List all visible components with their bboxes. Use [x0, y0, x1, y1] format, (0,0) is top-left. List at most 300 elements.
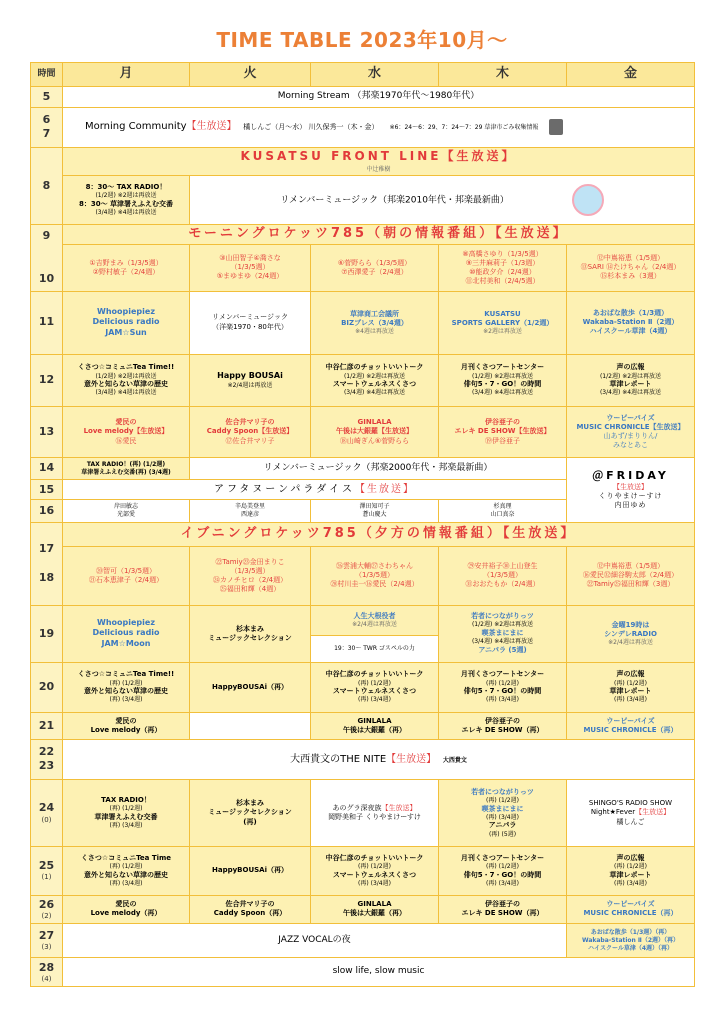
cr-3: ※2/4週は再放送: [608, 638, 653, 646]
ap-tue-hosts: [190, 500, 311, 522]
mr-thu-4: ⑪北村美和（2/4/5週）: [465, 276, 540, 285]
sports-gallery-2: SPORTS GALLERY（1/2週）: [451, 318, 554, 327]
morning-community-note: ※6：24〜6：29、7：24〜7：29 草津市ごみ収集情報: [389, 124, 539, 132]
remember-music-2010-text: リメンバーミュージック（邦楽2010年代・邦楽最新曲）: [280, 195, 509, 206]
row-20: [31, 662, 695, 713]
trl-2: (再) (1/2週): [109, 805, 143, 813]
wp-moon-2: Delicious radio: [92, 628, 160, 638]
glr-2: 午後は大銀羅（再）: [343, 725, 406, 734]
mr-tue-3: ⑤まゆまゆ（2/4週）: [216, 272, 284, 281]
cs-2: Caddy Spoon【生放送】: [206, 427, 294, 436]
lml-2: Love melody（再）: [90, 909, 162, 918]
ntr-3: スマートウェルネスくさつ: [332, 687, 417, 696]
morning-rockets-title: モーニングロケッツ785（朝の情報番組）【生放送】: [188, 225, 569, 241]
ereki-de-show: [439, 407, 567, 458]
mcr-1: ウーピーパイズ: [606, 716, 655, 725]
wkr-2: (再) (1/2週): [486, 796, 519, 804]
nt-2: (1/2週) ※2週は再放送: [343, 372, 406, 380]
glr-1: GINLALA: [357, 716, 392, 725]
lml-1: 愛民の: [115, 900, 137, 909]
ag-title: あのグラ深夜族: [332, 803, 382, 812]
koe-no-koho-late: [567, 846, 695, 895]
er-thu-3: ㉛おおたもか（2/4週）: [465, 580, 540, 589]
cr-2: シンデレRADIO: [604, 629, 657, 638]
time-9: 9: [42, 229, 51, 243]
kusatsu-police-fm: 8：30〜 草津署えふえむ交番: [78, 199, 174, 208]
nt-1: 中谷仁彦のチョットいいトーク: [325, 363, 424, 372]
kk-2: (1/2週) ※2週は再放送: [599, 372, 662, 380]
morning-rockets-mon: [63, 245, 190, 292]
time-16: 16: [31, 500, 63, 522]
time-26-label: 26: [38, 897, 55, 911]
sports-gallery: [439, 291, 567, 354]
acr-3: 俳句5・7・GO！の時間: [463, 687, 542, 696]
time-28-sub: (4): [41, 974, 52, 983]
time-21: 21: [31, 713, 63, 739]
time-8: 8: [31, 148, 63, 225]
ntl-3: スマートウェルネスくさつ: [332, 870, 417, 879]
mr-wed-1: ⑥菅野らら（1/3/5週）: [337, 258, 412, 267]
ap-mon-hosts: [63, 500, 190, 522]
er-thu-1: ㉙安井裕子㉚上山登生: [467, 562, 538, 571]
nt-3: スマートウェルネスくさつ: [332, 380, 417, 389]
gll-2: 午後は大銀羅（再）: [343, 909, 406, 918]
header-thu: 木: [439, 63, 567, 87]
mr-thu-1: ⑧高橋さゆり（1/3/5週）: [462, 249, 543, 258]
acr-2: (再) (1/2週): [486, 679, 519, 687]
header-row: [31, 63, 695, 87]
row-10: [31, 245, 695, 292]
jd-1: 人生大根役者: [353, 612, 396, 621]
nakatani-talk-late: [311, 846, 439, 895]
ctt-2: (1/2週) ※2週は再放送: [95, 372, 157, 380]
mr-thu-3: ⑩能政夕介（2/4週）: [469, 267, 536, 276]
time-19: 19: [31, 605, 63, 662]
cttl-2: (再) (1/2週): [109, 863, 143, 870]
edsr-1: 伊谷亜子の: [485, 716, 520, 725]
the-nite-live: 【生放送】: [386, 753, 437, 765]
time-6-7: [31, 107, 63, 148]
header-wed: 水: [311, 63, 439, 87]
er-wed-1: ㉖雲浦大輔㉗さわちゃん: [336, 562, 413, 571]
csl-2: Caddy Spoon（再）: [213, 909, 287, 918]
header-mon: 月: [63, 63, 190, 87]
srs-1: SHINGO'S RADIO SHOW: [588, 799, 673, 808]
kusatsu-front-line: [63, 148, 695, 176]
community-tea-time-rerun: [63, 662, 190, 713]
kkr-4: (再) (3/4週): [614, 696, 647, 704]
asl-2: Wakaba-Station Ⅱ（2週）（再）: [581, 936, 680, 944]
acr-1: 月刊くさつアートセンター: [460, 670, 545, 679]
time-12: 12: [31, 354, 63, 407]
love-melody: [63, 407, 190, 458]
ac-4: (3/4週) ※4週は再放送: [471, 389, 534, 397]
er-tue-2: （1/3/5週）: [230, 566, 270, 575]
biz-press: [311, 291, 439, 354]
time-18: 18: [38, 570, 55, 584]
wk-5: アニパラ (5週): [478, 646, 527, 655]
biz-press-3: ※4週は再放送: [355, 327, 394, 335]
ctt-3: 意外と知らない草津の歴史: [84, 380, 168, 389]
srs-live: 【生放送】: [635, 808, 671, 817]
ap-mon-2: 光部愛: [116, 511, 135, 519]
time-24: [31, 780, 63, 847]
acl-2: (再) (1/2週): [486, 863, 519, 870]
wk-4: (3/4週) ※4週は再放送: [471, 638, 534, 646]
cttr-2: (再) (1/2週): [109, 679, 143, 687]
wp-sun-1: Whoopiepiez: [97, 307, 155, 316]
hb-1: Happy BOUSAi: [217, 371, 283, 381]
ntr-4: (再) (3/4週): [358, 696, 391, 704]
evening-rockets-mon: [63, 547, 190, 606]
time-10: 10: [38, 272, 55, 286]
time-25-sub: (1): [41, 873, 52, 882]
er-wed-2: （1/3/5週）: [354, 571, 395, 580]
community-tea-time: [63, 354, 190, 407]
ap-thu-1: 杉真理: [493, 503, 512, 511]
time-14: 14: [31, 457, 63, 479]
cttr-1: くさつ☆コミュニTea Time!!: [77, 670, 175, 679]
tax-radio-rerun: [63, 457, 190, 479]
cr-1: 金曜19時は: [611, 620, 650, 629]
lmr-2: Love melody（再）: [90, 725, 162, 734]
aobana-sanpo: [567, 291, 695, 354]
whoopiepiez-sun: [63, 291, 190, 354]
cs-3: ⑰佐合井マリ子: [225, 436, 275, 445]
morning-stream: Morning Stream （邦楽1970年代〜1980年代）: [63, 87, 695, 107]
wkr-5: アニパラ: [488, 821, 517, 830]
ntr-1: 中谷仁彦のチョットいいトーク: [325, 670, 424, 679]
srs-2: [569, 808, 692, 817]
eds-1: 伊谷亜子の: [485, 418, 520, 427]
jazz-vocal: JAZZ VOCALの夜: [63, 924, 567, 958]
row-28: [31, 958, 695, 987]
time-22-23: [31, 739, 63, 780]
nt-4: (3/4週) ※4週は再放送: [343, 389, 406, 397]
afternoon-paradise-title: アフタヌーンパラダイス: [214, 484, 355, 496]
acr-4: (再) (3/4週): [486, 696, 519, 704]
wp-sun-2: Delicious radio: [92, 317, 160, 327]
wakamono: [439, 605, 567, 662]
wkr-1: 若者につながりっツ: [471, 787, 534, 796]
wk-1: 若者につながりっツ: [471, 612, 534, 621]
srs-nightfever: Night★Fever: [590, 808, 636, 817]
kk-4: (3/4週) ※4週は再放送: [599, 389, 662, 397]
er-mon-1: ⑳智可（1/3/5週）: [95, 566, 157, 575]
row-21: [31, 713, 695, 739]
mr-wed-2: ⑦西澤愛子（2/4週）: [341, 267, 408, 276]
morning-community: [63, 107, 695, 148]
row-17: [31, 522, 695, 546]
mascot-image: [572, 184, 604, 216]
ap-tue-2: 西達彦: [240, 511, 259, 519]
ntr-2: (再) (1/2週): [358, 679, 391, 687]
time-25: [31, 846, 63, 895]
wkr-6: (再) (5週): [488, 830, 517, 838]
aobana-sanpo-late: [567, 924, 695, 958]
er-tue-3: ㉔カノチヒロ（2/4週）: [212, 575, 288, 584]
er-thu-2: （1/3/5週）: [482, 571, 523, 580]
mr-fri-1: ⑫中嶌裕恵（1/5週）: [596, 254, 665, 263]
time-27-label: 27: [38, 929, 55, 943]
eds-2: エレキ DE SHOW【生放送】: [454, 427, 551, 436]
wk-2: (1/2週) ※2週は再放送: [471, 621, 534, 629]
time-26-sub: (2): [41, 911, 52, 920]
at-friday: [567, 457, 695, 522]
acl-3: 俳句5・7・GO！の時間: [463, 870, 542, 879]
er-fri-3: ㉒Tamiy㉕福田和輝（3週）: [586, 580, 675, 589]
mcl-2: MUSIC CHRONICLE（再）: [583, 909, 678, 918]
msr-3: (再): [243, 817, 257, 826]
anogura-shinyazoku: [311, 780, 439, 847]
cttl-4: (再) (3/4週): [109, 879, 143, 887]
rm-western-2: （洋楽1970・80年代）: [212, 322, 288, 331]
kkl-3: 草津レポート: [609, 870, 652, 879]
rm-western-1: リメンバーミュージック: [211, 313, 289, 322]
morning-rockets: [63, 224, 695, 244]
wp-sun-3: JAM☆Sun: [105, 327, 147, 337]
the-nite: [63, 739, 695, 780]
ctt-4: (3/4週) ※4週は再放送: [95, 389, 157, 397]
kk-1: 声の広報: [616, 363, 645, 372]
art-center: [439, 354, 567, 407]
mc-1: ウーピーパイズ: [606, 413, 655, 422]
aobana-3: ハイスクール草津（4週）: [589, 327, 672, 336]
love-melody-rerun: [63, 713, 190, 739]
ac-2: (1/2週) ※2週は再放送: [471, 372, 534, 380]
row-8b: [31, 176, 695, 225]
header-fri: 金: [567, 63, 695, 87]
trl-4: (再) (3/4週): [109, 822, 143, 830]
row-13: [31, 407, 695, 458]
tax-radio-note: (1/2週) ※2週は再放送: [95, 192, 157, 200]
mr-fri-2: ⑬SARI ⑭たけちゃん（2/4週）: [580, 263, 681, 272]
er-wed-3: ㉘村川圭一⑯愛民（2/4週）: [330, 580, 419, 589]
ginlala-late: [311, 895, 439, 923]
ctt-1: くさつ☆コミュニTea Time!!: [77, 363, 175, 372]
lm-2: Love melody【生放送】: [83, 427, 169, 436]
time-6: 6: [42, 113, 51, 127]
nakatani-talk: [311, 354, 439, 407]
edsr-2: エレキ DE SHOW（再）: [461, 725, 544, 734]
tue-21-empty: [190, 713, 311, 739]
happy-bousai: [190, 354, 311, 407]
cs-1: 佐合井マリ子の: [225, 418, 275, 427]
evening-rockets-title: イブニングロケッツ785（夕方の情報番組）【生放送】: [180, 525, 577, 541]
ap-wed-1: 澤田知可子: [359, 503, 390, 511]
mcl-1: ウーピーパイズ: [606, 900, 655, 909]
row-5: [31, 87, 695, 107]
tr-rerun-1: TAX RADIO！(再) (1/2週): [86, 460, 166, 468]
happy-bousai-late: HappyBOUSAi（再）: [190, 846, 311, 895]
aobana-1: あおばな散歩（1/3週）: [592, 308, 669, 317]
ac-3: 俳句5・7・GO！の時間: [463, 380, 542, 389]
koe-no-koho-rerun: [567, 662, 695, 713]
evening-rockets: [63, 522, 695, 546]
kkr-1: 声の広報: [616, 670, 645, 679]
jinsei-daikon: [311, 605, 439, 635]
time-23: 23: [38, 759, 55, 773]
mr-tue-2: （1/3/5週）: [230, 263, 270, 272]
ag-hosts: 岡野美和子 くりやまけーすけ: [328, 813, 421, 822]
ntl-1: 中谷仁彦のチョットいいトーク: [325, 853, 424, 862]
biz-press-1: 草津商工会議所: [350, 309, 399, 318]
row-12: [31, 354, 695, 407]
csl-1: 佐合井マリ子の: [225, 900, 275, 909]
gl-2: 午後は大銀羅【生放送】: [336, 427, 413, 436]
mc-2: MUSIC CHRONICLE【生放送】: [576, 422, 685, 431]
evening-rockets-thu: [439, 547, 567, 606]
row-27: [31, 924, 695, 958]
row-14: [31, 457, 695, 479]
er-mon-2: ㉑石本恵津子（2/4週）: [88, 575, 164, 584]
row-25: [31, 846, 695, 895]
ap-tue-1: 辛島美登里: [234, 503, 265, 511]
at-friday-title: ＠FRIDAY: [592, 469, 669, 482]
page-title: TIME TABLE 2023年10月〜: [216, 28, 508, 52]
tax-radio: 8：30〜 TAX RADIO！: [85, 183, 167, 192]
at-friday-host-2: 内田ゆめ: [614, 501, 647, 510]
biz-press-2: BIZプレス（3/4週）: [341, 318, 408, 327]
row-8a: [31, 148, 695, 176]
kkr-3: 草津レポート: [609, 687, 652, 696]
mon-8-cell: [63, 176, 190, 225]
row-18: [31, 547, 695, 606]
ap-thu-hosts: [439, 500, 567, 522]
sports-gallery-3: ※2週は再放送: [483, 327, 522, 335]
music-chronicle-rerun: [567, 713, 695, 739]
evening-rockets-fri: [567, 547, 695, 606]
er-fri-1: ⑫中嶌裕恵（1/5週）: [596, 562, 665, 571]
time-5: 5: [31, 87, 63, 107]
row-11: [31, 291, 695, 354]
happy-bousai-rerun: HappyBOUSAi（再）: [190, 662, 311, 713]
afternoon-paradise-live: 【生放送】: [355, 484, 415, 496]
kusatsu-police-fm-note: (3/4週) ※4週は再放送: [95, 209, 157, 217]
asl-1: あおばな散歩（1/3週）（再）: [590, 929, 671, 937]
afternoon-paradise: [63, 480, 567, 500]
trl-1: TAX RADIO！: [101, 796, 151, 805]
er-tue-1: ㉒Tamiy㉓金田まりこ: [215, 557, 285, 566]
time-25-label: 25: [38, 859, 55, 873]
row-24: [31, 780, 695, 847]
cinderella-radio: [567, 605, 695, 662]
hb-2: ※2/4週は再放送: [227, 381, 273, 389]
time-24-sub: (0): [41, 815, 52, 824]
row-22-23: [31, 739, 695, 780]
ginlala: [311, 407, 439, 458]
cttl-1: くさつ☆コミュニTea Time: [80, 853, 172, 862]
twr-gospel: 19：30〜 TWR ゴスペルの力: [311, 636, 439, 662]
koe-no-koho: [567, 354, 695, 407]
kk-3: 草津レポート: [609, 380, 652, 389]
cttr-3: 意外と知らない草津の歴史: [84, 687, 168, 696]
morning-community-hosts: 橘しんご（月〜水） 川久保秀一（木・金）: [243, 123, 379, 132]
ag-live: 【生放送】: [381, 803, 417, 812]
wp-moon-1: Whoopiepiez: [97, 618, 155, 628]
wp-moon-3: JAM☆Moon: [101, 638, 151, 648]
ac-1: 月刊くさつアートセンター: [460, 363, 545, 372]
time-28-label: 28: [38, 960, 55, 974]
remember-music-2010: [190, 176, 695, 225]
morning-rockets-fri: [567, 245, 695, 292]
lmr-1: 愛民の: [115, 716, 137, 725]
kkl-4: (再) (3/4週): [614, 879, 647, 887]
mc-4: みなとあこ: [613, 441, 648, 450]
community-tea-time-late: [63, 846, 190, 895]
ntl-4: (再) (3/4週): [358, 879, 391, 887]
mcr-2: MUSIC CHRONICLE（再）: [583, 725, 678, 734]
msr-1: 杉本まみ: [236, 799, 264, 808]
wkr-3: 喫茶まにまに: [481, 804, 524, 813]
evening-rockets-tue: [190, 547, 311, 606]
timetable: [30, 62, 695, 987]
cttl-3: 意外と知らない草津の歴史: [84, 870, 168, 879]
ap-thu-2: 山口真奈: [490, 511, 515, 519]
time-9-10: [31, 224, 63, 291]
header-tue: 火: [190, 63, 311, 87]
at-friday-host-1: くりやまけーすけ: [598, 492, 663, 501]
caddy-spoon: [190, 407, 311, 458]
sports-gallery-1: KUSATSU: [484, 309, 521, 318]
cttr-4: (再) (3/4週): [109, 696, 143, 704]
wk-3: 喫茶まにまに: [481, 629, 524, 638]
the-nite-host: 大西貴文: [442, 756, 467, 764]
ginlala-rerun: [311, 713, 439, 739]
ap-wed-2: 蒼山慶大: [362, 511, 387, 519]
kkl-2: (再) (1/2週): [614, 863, 647, 870]
love-melody-late: [63, 895, 190, 923]
caddy-spoon-late: [190, 895, 311, 923]
time-26: [31, 895, 63, 923]
aobana-2: Wakaba-Station Ⅱ（2週）: [582, 318, 679, 327]
the-nite-title: 大西貴文のTHE NITE: [290, 753, 387, 765]
wkr-4: (再) (3/4週): [486, 813, 519, 821]
eds-3: ⑲伊谷亜子: [485, 436, 520, 445]
ms-2: ミュージックセレクション: [208, 633, 292, 642]
trl-3: 草津署えふえむ交番: [94, 813, 158, 822]
ap-wed-hosts: [311, 500, 439, 522]
row-6-7: [31, 107, 695, 148]
acl-4: (再) (3/4週): [486, 879, 519, 887]
time-13: 13: [31, 407, 63, 458]
time-20: 20: [31, 662, 63, 713]
mc-3: 山あず/まりりん/: [603, 432, 658, 441]
at-friday-live: 【生放送】: [613, 483, 648, 492]
nakatani-talk-rerun: [311, 662, 439, 713]
er-tue-4: ㉕福田和輝（4週）: [219, 585, 281, 594]
header-time: 時間: [31, 63, 63, 87]
morning-community-title: Morning Community: [85, 121, 187, 133]
acl-1: 月刊くさつアートセンター: [460, 853, 545, 862]
lm-3: ⑯愛民: [115, 436, 137, 445]
ap-mon-1: 岸田敏志: [113, 503, 138, 511]
remember-music-2000: リメンバーミュージック（邦楽2000年代・邦楽最新曲）: [190, 457, 567, 479]
time-27: [31, 924, 63, 958]
edsl-2: エレキ DE SHOW（再）: [461, 909, 544, 918]
music-chronicle-late: [567, 895, 695, 923]
time-28: [31, 958, 63, 987]
morning-rockets-thu: [439, 245, 567, 292]
row-19a: [31, 605, 695, 635]
whoopiepiez-moon: [63, 605, 190, 662]
kkr-2: (再) (1/2週): [614, 679, 647, 687]
time-11: 11: [31, 291, 63, 354]
music-selection-rerun: [190, 780, 311, 847]
tr-rerun-2: 草津署えふえむ交番(再) (3/4週): [81, 468, 171, 476]
music-selection: [190, 605, 311, 662]
art-center-late: [439, 846, 567, 895]
